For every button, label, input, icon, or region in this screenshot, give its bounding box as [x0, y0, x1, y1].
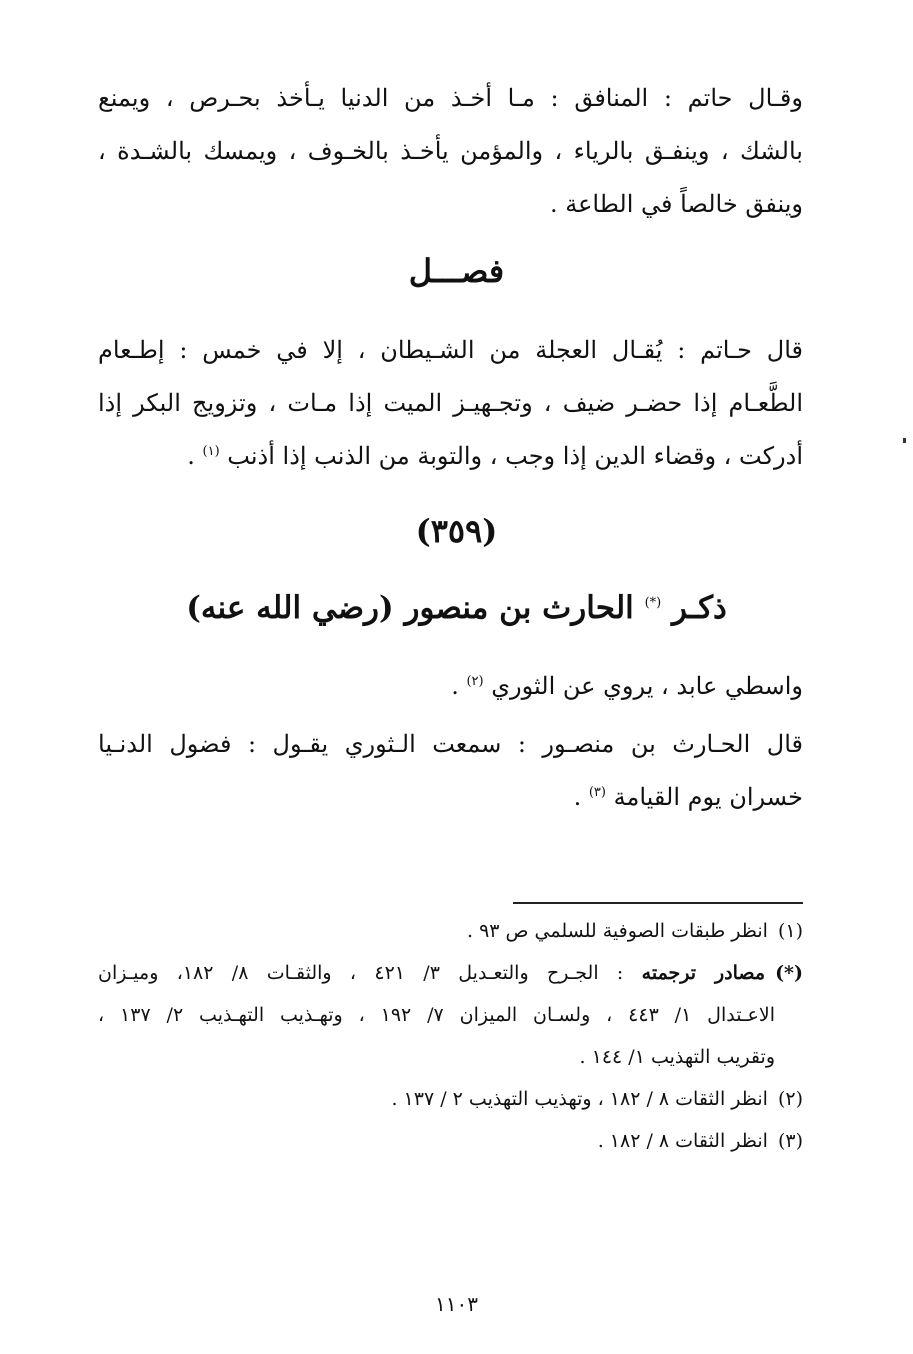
- paragraph-line: وقـال حاتم : المنافق : مـا أخـذ من الدنيا يـأخذ بحـرص ، ويمنع: [98, 84, 803, 112]
- footnote-text: انظر الثقات ٨ / ١٨٢ .: [597, 1130, 768, 1152]
- paragraph-line: [98, 660, 803, 713]
- entry-title: [0, 590, 913, 626]
- paragraph-line-text: خسران يوم القيامة: [613, 783, 803, 811]
- footnote-line: وتقريب التهذيب ١/ ١٤٤ .: [579, 1046, 775, 1068]
- paragraph-wasiti: [98, 660, 803, 713]
- footnote-line: [98, 952, 803, 994]
- paragraph-line: قال الحـارث بن منصـور : سمعت الـثوري يقـول : فضول الدنـيا: [98, 730, 803, 758]
- paragraph-thawri-quote: [98, 718, 803, 824]
- footnote-ref-3: (٣): [588, 785, 606, 800]
- scan-speck: [903, 438, 906, 443]
- footnote-2: [98, 1078, 803, 1120]
- footnote-marker: (٢): [777, 1088, 803, 1110]
- paragraph-hatim-munafiq: [98, 72, 803, 231]
- paragraph-line-end: .: [573, 783, 589, 811]
- footnote-marker: (٣): [777, 1130, 803, 1152]
- footnote-divider: [513, 902, 803, 904]
- page-number: ١١٠٣: [435, 1292, 478, 1316]
- footnote-ref-2: (٢): [466, 674, 484, 689]
- footnote-lead: مصادر ترجمته: [641, 962, 766, 984]
- paragraph-line-text: واسطي عابد ، يروي عن الثوري: [491, 672, 803, 700]
- entry-number: (٣٥٩): [415, 512, 498, 550]
- footnote-line: [98, 1078, 803, 1120]
- paragraph-line: [98, 430, 803, 483]
- entry-title-prefix: ذكـر: [672, 590, 727, 626]
- paragraph-line: الطَّعـام إذا حضـر ضيف ، وتجـهيـز الميت إذا مـات ، وتزويج البكر إذا: [98, 389, 803, 417]
- paragraph-line-text: أدركت ، وقضاء الدين إذا وجب ، والتوبة من الذنب إذا أذنب: [227, 442, 803, 470]
- footnote-marker: (١): [777, 920, 803, 942]
- footnote-1: [98, 910, 803, 952]
- footnote-ref-1: (١): [202, 444, 220, 459]
- footnote-ref-star: (*): [644, 595, 662, 611]
- paragraph-line: قال حـاتم : يُقـال العجلة من الشـيطان ، إلا في خمس : إطـعام: [98, 336, 803, 364]
- footnote-line: الاعـتدال ١/ ٤٤٣ ، ولسـان الميزان ٧/ ١٩٢ ، وتهـذيب التهـذيب ٢/ ١٣٧ ،: [98, 1004, 775, 1026]
- footnote-line: [98, 910, 803, 952]
- footnote-line: [98, 1120, 803, 1162]
- paragraph-line: [98, 771, 803, 824]
- footnote-marker: (*): [775, 962, 803, 984]
- paragraph-line: بالشك ، وينفـق بالرياء ، والمؤمن يأخـذ بالخـوف ، ويمسك بالشـدة ،: [98, 137, 803, 165]
- footnote-star: [98, 952, 803, 1078]
- entry-title-name: الحارث بن منصور (رضي الله عنه): [186, 590, 634, 626]
- footnote-3: [98, 1120, 803, 1162]
- paragraph-haste-exceptions: [98, 324, 803, 483]
- footnote-text: انظر طبقات الصوفية للسلمي ص ٩٣ .: [466, 920, 768, 942]
- section-heading: فصـــل: [408, 252, 505, 290]
- footnote-text: : الجـرح والتعـديل ٣/ ٤٢١ ، والثقـات ٨/ ١٨٢، وميـزان: [98, 962, 624, 984]
- paragraph-line-end: .: [451, 672, 467, 700]
- paragraph-line: وينفق خالصاً في الطاعة .: [549, 190, 803, 218]
- paragraph-line-end: .: [187, 442, 203, 470]
- footnotes: [98, 910, 803, 1162]
- footnote-text: انظر الثقات ٨ / ١٨٢ ، وتهذيب التهذيب ٢ / ١٣٧ .: [391, 1088, 768, 1110]
